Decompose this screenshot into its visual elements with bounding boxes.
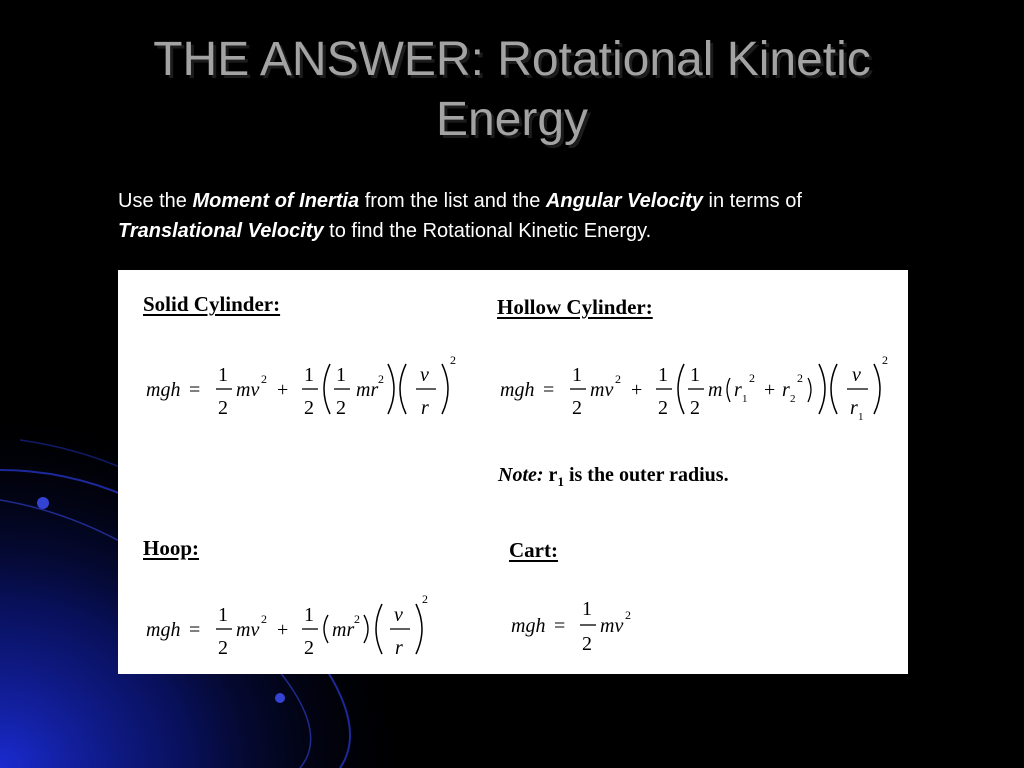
svg-text:r: r [395,637,403,659]
svg-text:r: r [850,397,858,419]
svg-text:2: 2 [690,397,700,419]
svg-text:1: 1 [304,604,314,626]
svg-text:v: v [420,364,429,386]
svg-text:2: 2 [261,612,267,626]
svg-text:mv: mv [600,615,624,637]
svg-text:mv: mv [590,379,614,401]
svg-text:+: + [277,619,289,641]
cart-equation [511,598,631,655]
title-line-1: THE ANSWER: Rotational Kinetic [153,33,871,86]
intro-paragraph [118,186,918,246]
svg-text:=: = [189,619,201,641]
note-text: is the outer radius. [563,464,729,486]
svg-text:2: 2 [304,637,314,659]
svg-text:v: v [394,604,403,626]
intro-text-2: from the list and the [359,190,546,212]
svg-text:2: 2 [336,397,346,419]
svg-text:2: 2 [625,608,631,622]
svg-text:mgh: mgh [511,615,546,637]
svg-text:2: 2 [450,353,456,367]
svg-text:r: r [782,379,790,401]
svg-text:2: 2 [572,397,582,419]
hoop-heading: Hoop: [143,536,200,560]
svg-text:1: 1 [582,598,592,620]
svg-text:mgh: mgh [146,619,181,641]
formula-graphics [118,270,908,674]
svg-text:2: 2 [790,393,796,405]
svg-text:1: 1 [218,604,228,626]
intro-text-4: to find the Rotational Kinetic Energy. [323,220,652,242]
svg-text:2: 2 [218,397,228,419]
svg-text:+: + [277,379,289,401]
svg-text:mgh: mgh [146,379,181,401]
slide-title [0,30,1024,150]
svg-text:2: 2 [422,592,428,606]
hollow-cylinder-heading: Hollow Cylinder: [497,295,653,319]
hollow-cylinder-equation [500,353,888,423]
intro-bold-moment-of-inertia: Moment of Inertia [192,190,360,212]
svg-text:2: 2 [797,371,803,385]
intro-bold-translational-velocity: Translational Velocity [118,220,324,242]
svg-text:2: 2 [615,372,621,386]
svg-text:mr: mr [332,619,355,641]
svg-text:2: 2 [261,372,267,386]
note-r-subscript: 1 [557,474,564,489]
note-r: r [548,464,558,486]
cart-heading: Cart: [509,538,558,562]
svg-text:v: v [852,364,861,386]
svg-text:mr: mr [356,379,379,401]
note-label: Note: [498,464,544,486]
svg-text:mgh: mgh [500,379,535,401]
svg-text:1: 1 [218,364,228,386]
svg-text:mv: mv [236,619,260,641]
svg-text:1: 1 [858,411,864,423]
svg-text:2: 2 [354,612,360,626]
svg-text:r: r [421,397,429,419]
svg-text:1: 1 [304,364,314,386]
hoop-equation [146,592,428,659]
svg-text:+: + [631,379,643,401]
svg-text:m: m [708,379,723,401]
svg-text:mv: mv [236,379,260,401]
svg-text:2: 2 [304,397,314,419]
svg-text:1: 1 [690,364,700,386]
intro-bold-angular-velocity: Angular Velocity [545,190,703,212]
svg-text:=: = [543,379,555,401]
formula-card [118,270,908,674]
svg-text:+: + [764,379,776,401]
svg-text:2: 2 [582,633,592,655]
intro-text-1: Use the [118,190,193,212]
svg-text:1: 1 [336,364,346,386]
solid-cylinder-equation [146,353,456,419]
svg-text:2: 2 [658,397,668,419]
svg-text:1: 1 [572,364,582,386]
intro-text-3: in terms of [703,190,802,212]
solid-cylinder-heading: Solid Cylinder: [143,292,281,316]
svg-text:2: 2 [882,353,888,367]
svg-text:1: 1 [658,364,668,386]
svg-text:=: = [189,379,201,401]
title-line-2: Energy [435,93,589,146]
svg-text:2: 2 [218,637,228,659]
svg-text:2: 2 [749,371,755,385]
svg-text:2: 2 [378,372,384,386]
svg-text:=: = [554,615,566,637]
svg-text:r: r [734,379,742,401]
svg-text:1: 1 [742,393,748,405]
